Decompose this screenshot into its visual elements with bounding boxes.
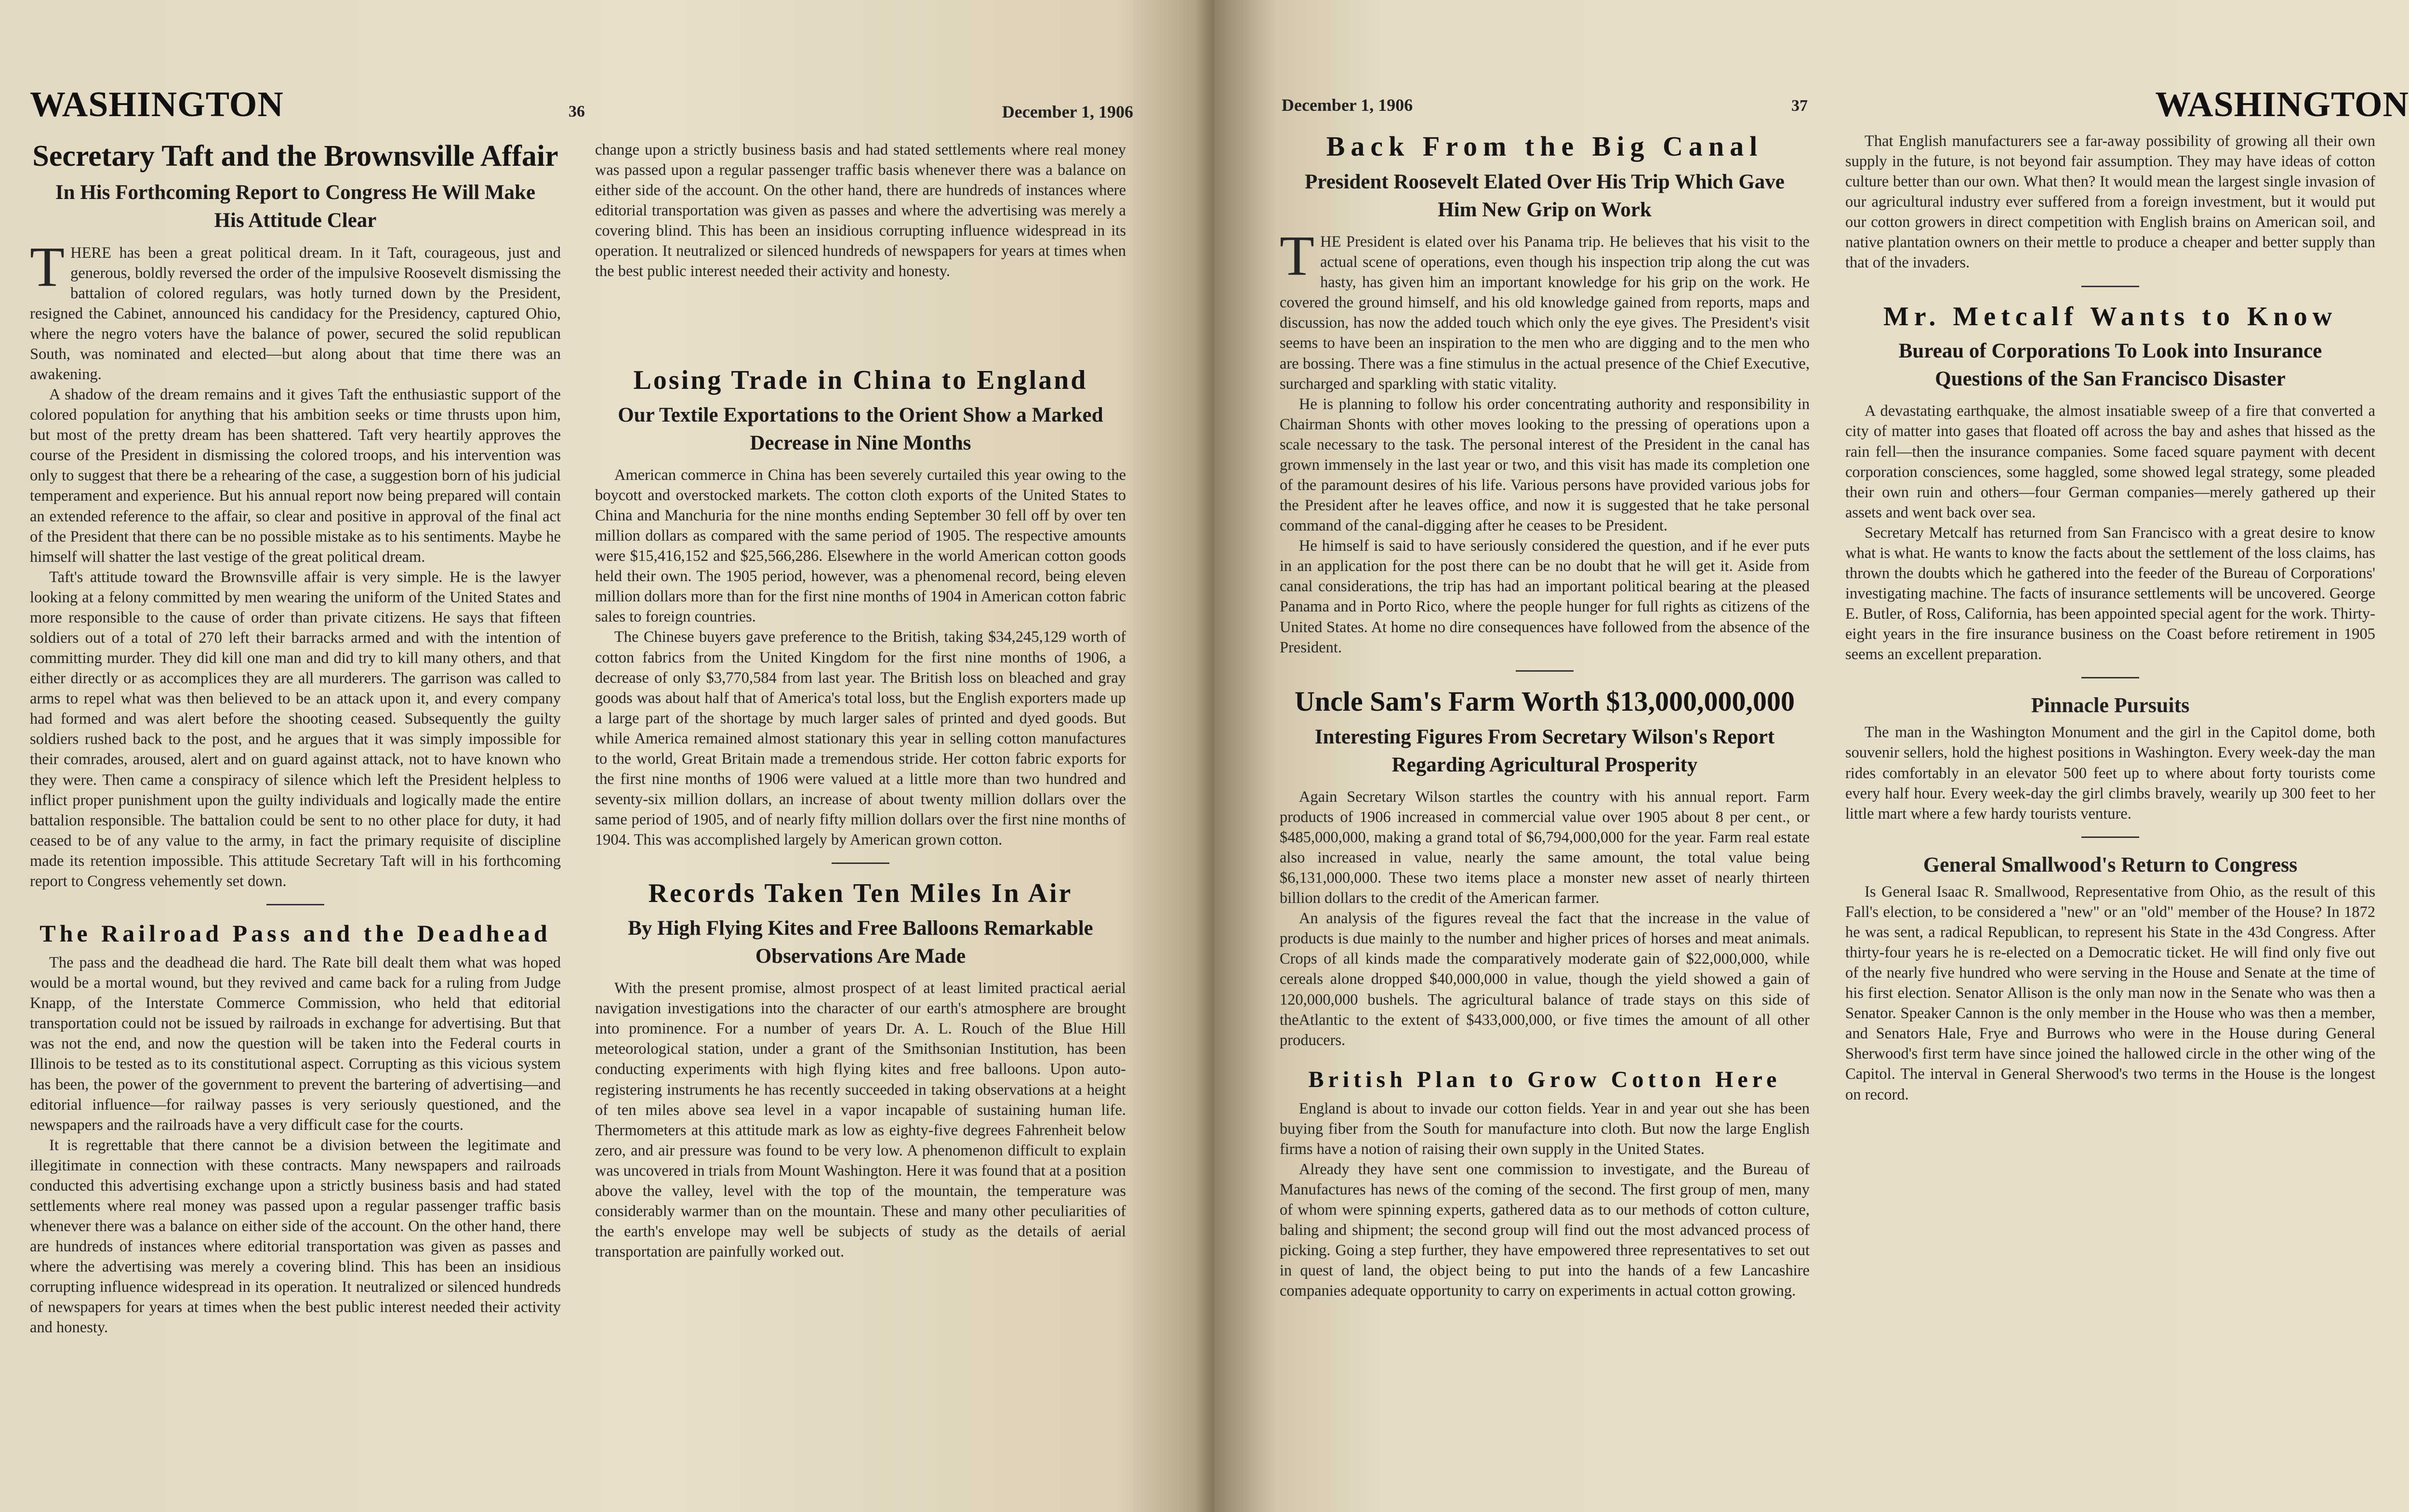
article-body	[1845, 131, 2375, 273]
page-number: 36	[569, 103, 585, 120]
article-body	[30, 235, 561, 892]
article-paragraph: Secretary Metcalf has returned from San Francisco with a great desire to know what is what. He wants to know the facts about the settlement of the loss claims, has thrown the doubts which he gathered into the feeder of the Bureau of Corporations' investigating machine. The facts of insurance settlements will be uncovered. George E. Butler, of Ross, California, has been appointed special agent for the work. Thirty-eight years in the fire insurance business on the Coast before retirement in 1905 seems an excellent preparation.	[1845, 524, 2375, 663]
article-title: Records Taken Ten Miles In Air	[648, 878, 1073, 909]
article-subtitle: In His Forthcoming Report to Congress He Will Make His Attitude Clear	[55, 181, 536, 232]
article-paragraph: Already they have sent one commission to investigate, and the Bureau of Manufactures has news of the coming of the second. The first group of men, many of whom were spinning experts, gathered data as to our methods of cotton culture, baling and shipment; the second group will find out the most advanced process of picking. Going a step further, they have empowered three representatives to set out in quest of land, the object being to put into the hands of a few Lancashire companies adequate opportunity to carry on experiments in actual cotton growing.	[1280, 1160, 1810, 1300]
drop-cap: T	[30, 235, 65, 298]
article-paragraph: He is planning to follow his order concentrating authority and responsibility in Chairman Shonts with other moves looking to the pressing of operations upon a scale necessary to the task. The personal interest of the President in the canal has grown immensely in the last year or two, and this visit has made its completion one of the paramount desires of his life. Various persons have provided various jobs for the President after he leaves office, and now it is suggested that he take personal command of the canal-digging after he ceases to be President.	[1280, 395, 1810, 535]
article-paragraph: That English manufacturers see a far-away possibility of growing all their own supply in the future, is not beyond fair assumption. They may have ideas of cotton culture better than our own. What then? It would mean the largest single invasion of our agricultural industry ever suffered from a foreign investment, but it would put our cotton growers in direct competition with English brains on American soil, and native plantation owners on their mettle to produce a cheaper and better supply than that of the invaders.	[1845, 133, 2375, 272]
masthead: WASHINGTON	[30, 85, 284, 124]
article-paragraph: Is General Isaac R. Smallwood, Representative from Ohio, as the result of this Fall's election, to be considered a "new" or an "old" member of the House? In 1872 he was sent, a radical Republican, to represent his State in the 43d Congress. After thirty-four years he is re-elected on a Democratic ticket. He will find only five out of the nearly five hundred who were serving in the House and Senate at the time of his first election. Senator Allison is the only man now in the Senate who was then a Senator. Speaker Cannon is the only member in the House who was then a member, and Senators Hale, Frye and Burrows who were in the House during General Sherwood's first term have since joined the hallowed circle in the other wing of the Capitol. The interval in General Sherwood's two terms in the House is the longest on record.	[1845, 883, 2375, 1103]
article-paragraph: Again Secretary Wilson startles the country with his annual report. Farm products of 1906 increased in commercial value over 1905 about 8 per cent., or $485,000,000, making a grand total of $6,794,000,000 for the year. Farm real estate also increased in value, nearly the same amount, the total value being $6,131,000,000. These two items place a monster new asset of nearly thirteen billion dollars to the credit of the American farmer.	[1280, 788, 1810, 907]
article-paragraph: The Chinese buyers gave preference to the British, taking $34,245,129 worth of cotton fabrics from the United Kingdom for the first nine months of 1906, a decrease of only $3,770,584 from last year. The British loss on bleached and gray goods was about half that of America's total loss, but the English exporters made up a large part of the shortage by much larger sales of printed and dyed goods. But while America remained almost stationary this year in selling cotton manufactures to the world, Great Britain made a tremendous stride. Her cotton fabric exports for the first nine months of 1906 were valued at a little more than two hundred and seventy-six million dollars, an increase of about twenty million dollars over the same period of 1905, and of nearly fifty million dollars over the first nine months of 1904. This was accomplished largely by American grown cotton.	[595, 628, 1126, 849]
left-page-header	[30, 84, 1133, 137]
article-paragraph: THE President is elated over his Panama trip. He believes that his visit to the actual scene of operations, even though his inspection trip along the cut was hasty, has given him an important knowledge for his grip on the work. He covered the ground himself, and his old knowledge gained from reports, maps and discussion, has now the added touch which only the eye gives. The President's visit seems to have been an inspiration to the men who are digging and to the men who are bossing. There was a fine stimulus in the actual presence of the Chief Executive, surcharged and sparkling with static vitality.	[1280, 224, 1810, 393]
masthead: WASHINGTON	[2155, 85, 2409, 124]
article-paragraph: With the present promise, almost prospect of at least limited practical aerial navigation investigations into the character of our earth's atmosphere are brought into prominence. For a number of years Dr. A. L. Rouch of the Blue Hill meteorological station, under a grant of the Smithsonian Institution, has been conducting experiments with high flying kites and free balloons. Upon auto-registering instruments he has recently succeeded in taking observations at a height of ten miles above sea level in a vapor incapable of sustaining human life. Thermometers at this attitude mark as low as eighty-five degrees Fahrenheit below zero, and air pressure was found to be very low. A phenomenon difficult to explain was uncovered in trials from Mount Washington. Here it was found that at a position above the valley, level with the top of the mountain, the temperature was considerably warmer than on the mountain. These and many other peculiarities of the earth's envelope may well be subjects of study as the details of aerial transportation are painfully worked out.	[595, 980, 1126, 1261]
article-title: Back From the Big Canal	[1326, 131, 1763, 162]
section-divider	[1516, 670, 1574, 672]
article-paragraph: The man in the Washington Monument and the girl in the Capitol dome, both souvenir sellers, hold the highest positions in Washington. Every week-day the man rides comfortably in an elevator 500 feet up to where about forty tourists come every half hour. Every week-day the girl climbs bravely, wearily up 300 feet to her little mart where a few hardy tourists venture.	[1845, 724, 2375, 822]
article-title: British Plan to Grow Cotton Here	[1308, 1066, 1781, 1092]
left-page-column-1	[30, 140, 561, 1483]
article-title: Uncle Sam's Farm Worth $13,000,000,000	[1294, 685, 1795, 717]
article-title: General Smallwood's Return to Congress	[1923, 852, 2298, 876]
article-paragraph: American commerce in China has been severely curtailed this year owing to the boycott and overstocked markets. The cotton cloth exports of the United States to China and Manchuria for the nine months ending September 30 fell off by over ten million dollars as compared with the same period of 1905. The respective amounts were $15,416,152 and $25,566,286. Elsewhere in the world American cotton goods held their own. The 1905 period, however, was a phenomenal record, being eleven million dollars more than for the first nine months of 1904 in American cotton fabric sales to foreign countries.	[595, 466, 1126, 626]
issue-date: December 1, 1906	[1002, 102, 1133, 121]
section-divider	[2081, 677, 2139, 678]
article-paragraph: THERE has been a great political dream. In it Taft, courageous, just and generous, boldly reversed the order of the impulsive Roosevelt dismissing the battalion of colored regulars, was hotly turned down by the President, resigned the Cabinet, announced his candidacy for the Presidency, captured Ohio, where the negro voters have the balance of power, secured the solid republican South, was nominated and elected—but along about that time there was an awakening.	[30, 235, 561, 383]
article-paragraph: The pass and the deadhead die hard. The Rate bill dealt them what was hoped would be a mortal wound, but they revived and came back for a ruling from Judge Knapp, of the Interstate Commerce Commission, who held that editorial transportation could not be issued by railroads in exchange for advertising. But that was not the end, and now the question will be taken into the Federal courts in Illinois to be tested as to its constitutional aspect. Corrupting as this vicious system has been, the power of the government to prevent the bartering of advertising—and editorial influence—for railway passes is very seriously questioned, and the newspapers and the railroads have a very difficult case for the courts.	[30, 954, 561, 1134]
article-paragraph: An analysis of the figures reveal the fact that the increase in the value of products is due mainly to the number and higher prices of horses and meat animals. Crops of all kinds made the comparatively moderate gain of $22,000,000, while cereals alone dropped $40,000,000 in value, though the yield showed a gain of 120,000,000 bushels. The agricultural balance of trade stays on this side of theAtlantic to the extent of $433,000,000, or five times the amount of all other producers.	[1280, 910, 1810, 1049]
article-subtitle: Our Textile Exportations to the Orient Show a Marked Decrease in Nine Months	[618, 403, 1103, 454]
article-body	[1845, 722, 2375, 823]
article-body	[1845, 882, 2375, 1105]
section-divider	[832, 862, 889, 864]
article-body	[1280, 1099, 1810, 1301]
article-paragraph: Taft's attitude toward the Brownsville affair is very simple. He is the lawyer looking at a felony committed by men wearing the uniform of the United States and more responsible to the cause of order than private citizens. He says that fifteen soldiers out of a total of 270 left their barracks armed and with the intention of committing murder. They did kill one man and did try to kill many others, and that either directly or as accomplices they are all murderers. The garrison was called to arms to repel what was then believed to be an attack upon it, and every company had formed and was alert before the shooting ceased. Subsequently the guilty soldiers rushed back to the post, and he argues that it was simply impossible for their comrades, aroused, alert and on guard against attack, not to have known who they were. Then came a conspiracy of silence which left the President helpless to inflict proper punishment upon the guilty individuals and logically made the entire battalion responsible. The battalion could be sent to no other place for duty, it had ceased to be of any value to the army, in fact the primary requisite of discipline made its retention impossible. This attitude Secretary Taft will in his forthcoming report to Congress vehemently set down.	[30, 568, 561, 890]
article-subtitle: Interesting Figures From Secretary Wilson's Report Regarding Agricultural Prosperity	[1314, 725, 1775, 776]
section-divider	[2081, 286, 2139, 287]
article-title: Secretary Taft and the Brownsville Affair	[32, 140, 558, 172]
article-title: Losing Trade in China to England	[633, 365, 1088, 395]
article-body	[1280, 787, 1810, 1050]
article-paragraph: England is about to invade our cotton fields. Year in and year out she has been buying fiber from the South for manufacture into cloth. But now the large English firms have a notion of raising their own supply in the United States.	[1280, 1100, 1810, 1158]
right-page-header	[1282, 84, 2409, 137]
article-paragraph: A shadow of the dream remains and it gives Taft the enthusiastic support of the colored population for anything that his ambition seeks or time thrusts upon him, but most of the pretty dream has been shattered. Taft very heartily approves the course of the President in dismissing the colored troops, and his intervention was only to suggest that there be a rehearing of the case, a suggestion born of his judicial temperament and experience. But his annual report now being prepared will contain an extended reference to the affair, so clear and positive in approval of the final act of the President that there can be no possible mistake as to his sentiments. Maybe he himself will shatter the last vestige of the great political dream.	[30, 386, 561, 566]
article-paragraph: It is regrettable that there cannot be a division between the legitimate and illegitimate in connection with these contracts. Many newspapers and railroads conducted this advertising exchange upon a strictly business basis and had stated settlements where real money was passed upon a regular passenger traffic basis whenever there was a balance on either side of the account. On the other hand, there are hundreds of instances where editorial transportation was given as passes and where the advertising was merely a covering blind. This has been an insidious corrupting influence widespread in its operation. It neutralized or silenced hundreds of newspapers for years at times when the best public interest needed their activity and honesty.	[30, 1136, 561, 1337]
article-subtitle: President Roosevelt Elated Over His Trip Which Gave Him New Grip on Work	[1305, 170, 1785, 221]
article-paragraph: change upon a strictly business basis and had stated settlements where real money was passed upon a regular passenger traffic basis whenever there was a balance on either side of the account. On the other hand, there are hundreds of instances where editorial transportation was given as passes and where the advertising was merely a covering blind. This has been an insidious corrupting influence widespread in its operation. It neutralized or silenced hundreds of newspapers for years at times when the best public interest needed their activity and honesty.	[595, 141, 1126, 280]
right-page-column-2	[1845, 131, 2375, 1483]
article-subtitle: Bureau of Corporations To Look into Insurance Questions of the San Francisco Disaster	[1898, 340, 2322, 391]
left-page-column-2	[595, 140, 1126, 1483]
article-body	[30, 953, 561, 1338]
article-paragraph: A devastating earthquake, the almost insatiable sweep of a fire that converted a city of matter into gases that floated off across the bay and ashes that hissed as the rain fell—then the insurance companies. Some faced square payment with decent corporation consciences, some haggled, some showed legal strategy, some pleaded their own ruin and others—four German companies—merely gathered up their assets and went back over sea.	[1845, 402, 2375, 521]
article-paragraph: He himself is said to have seriously considered the question, and if he ever puts in an application for the post there can be no doubt that he will get it. Aside from canal considerations, the trip has had an important political bearing at the pleased Panama and in Porto Rico, where the people hunger for full rights as citizens of the United States. At home no dire consequences have followed from the absence of the President.	[1280, 537, 1810, 656]
article-body	[595, 465, 1126, 850]
section-divider	[266, 904, 324, 905]
article-body	[1280, 224, 1810, 658]
article-continuation	[595, 140, 1126, 352]
right-page	[1214, 0, 2409, 1512]
article-title: Pinnacle Pursuits	[2031, 693, 2190, 717]
section-divider	[2081, 836, 2139, 838]
article-body	[595, 978, 1126, 1262]
drop-cap: T	[1280, 224, 1315, 288]
issue-date: December 1, 1906	[1282, 95, 1413, 115]
article-body	[1845, 401, 2375, 664]
article-title: The Railroad Pass and the Deadhead	[40, 920, 551, 947]
article-title: Mr. Metcalf Wants to Know	[1883, 301, 2338, 332]
page-number: 37	[1791, 97, 1808, 115]
right-page-column-1	[1280, 131, 1810, 1483]
article-subtitle: By High Flying Kites and Free Balloons Remarkable Observations Are Made	[628, 917, 1093, 968]
